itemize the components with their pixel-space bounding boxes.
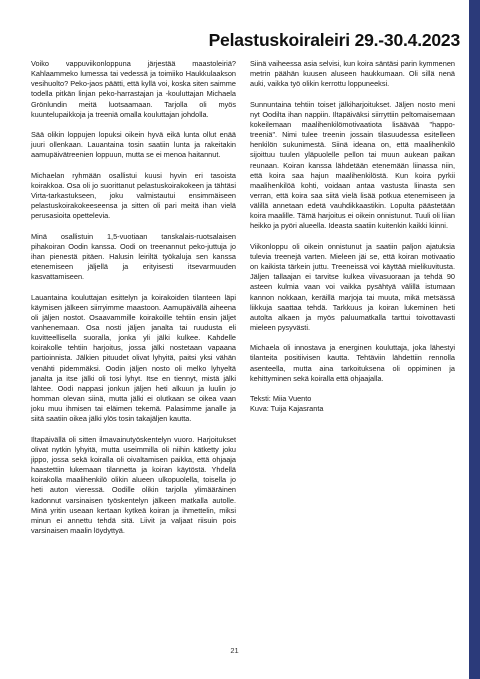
paragraph: Voiko vappuviikonloppuna järjestää maastoleiriä? Kahlaammeko lumessa tai vedessä ja toimiiko Haukkulaakson vesihuolto? Peko-jaos päätti, että kyllä voi, koska siten saimme todella pitkän linjan peko-harrastajan ja -kouluttajan Michaela Grönlundin meitä luotsaamaan. Tarjolla oli myös kuuntelupaikkoja ja treeniä omalla kouluttajan johdolla.: [31, 59, 236, 119]
paragraph: Sää olikin loppujen lopuksi oikein hyvä eikä lunta ollut enää juuri ollenkaan. Lauantaina tosin saatiin lunta ja rakeitakin aamupäivätreenien loppuun, mutta se ei menoa haitannut.: [31, 130, 236, 160]
paragraph: Minä osallistuin 1,5-vuotiaan tanskalais-ruotsalaisen pihakoiran Oodin kanssa. Oodi on treenannut peko-juttuja jo ihan pienestä pitäen. Halusin leiriltä työkaluja sen kanssa etenemiseen jäljellä ja erityisesti itsevarmuuden kasvattamiseen.: [31, 231, 236, 282]
photo-credit: Kuva: Tuija Kajasranta: [250, 404, 324, 414]
credits: [250, 394, 455, 414]
paragraph: Michaelan ryhmään osallistui kuusi hyvin eri tasoista koirakkoa. Osa oli jo suorittanut pelastuskoirakokeen ja tähtäsi Virta-tarkastukseen, joku valmistautui ensimmäiseen pelastuskoirakokeeseensa ja sitten oli pari meitä ihan vielä perusasioita opettelevia.: [31, 170, 236, 221]
page-edge-bar: [469, 0, 480, 679]
text-credit: Teksti: Miia Vuento: [250, 394, 312, 404]
paragraph: Viikonloppu oli oikein onnistunut ja saatiin paljon ajatuksia tulevia treenejä varten. Mieleen jäi se, että koiran motivaatio on kaikista tärkein juttu. Treeneissä voi käyttää mielikuvitusta. Jäljen tallaajan ei tarvitse kulkea viivasuoraan ja tehdä 90 asteen kulmia vaan voi vaikka pysähtyä välillä istumaan kannon nokkaan, keräillä marjoja tai muuta, mikä metsässä liikkuja saattaa tehdä. Tarkkuus ja koiran lukeminen heti autolta alkaen ja myös paluumatkalla tarttui toivottavasti mieleen pysyvästi.: [250, 241, 455, 333]
paragraph: Sunnuntaina tehtiin toiset jälkiharjoitukset. Jäljen nosto meni nyt Oodilta ihan nappiin. Iltapäiväksi siirryttiin peltomaisemaan kokeilemaan maalihenkilömotivaatiota lisäävää "happo-treeniä". Nimi tulee treenin jossain tilasuudessa esitelleen henkilön sukunimestä. Siinä ideana on, että maalihenkilö sijoittuu tuulen yläpuolelle pellon tai muun aukean paikan reunaan. Koiran kanssa lähdetään etenemään liinassa niin, että koira saa hajun maalihenkilöstä. Kun koira pyrkii maalihenkilöä kohti, voidaan antaa vastusta liinasta sen verran, että koira saa siitä vielä lisää potkua etenemiseen ja välillä annetaan edetä vauhdikkaastikin. Lopulta päästetään koira maalille. Tämä harjoitus ei oikein onnistunut. Tuuli oli liian heikko ja pyöri alueella. Ideasta saatiin kuitenkin kaikki kiinni.: [250, 99, 455, 231]
page-number: 21: [230, 646, 239, 655]
paragraph: Iltapäivällä oli sitten ilmavainutyöskentelyn vuoro. Harjoitukset olivat nytkin lyhyitä, mutta useimmilla oli niihin kätketty joku jippo, jossa sekä koiralla oli oivaltamisen paikka, että ohjaaja haastettiin lukemaan tilannetta ja koiran käytöstä. Yhdellä koirakolla maalihenkilö olikin alueen ulkopuolella, toisella jo heti auton vieressä. Oodille olikin tarjolla ylimääräinen kadonnut varsinaisen työskentelyn jälkeen matkalla autolle. Minä yritin useaan kertaan kytkeä koiran ja ihmettelin, miksi minun ei annettu tehdä sitä. Liivit ja valjaat riisuin pois varsinaisen maalin löydyttyä.: [31, 434, 236, 536]
paragraph: Michaela oli innostava ja energinen kouluttaja, joka lähestyi tilanteita positiivisen kautta. Tehtäviin lähdettiin rennolla asenteella, mutta aina tarkoituksena oli oppiminen ja kehittyminen sekä koiralla että ohjaajalla.: [250, 343, 455, 383]
page-title: Pelastuskoiraleiri 29.-30.4.2023: [208, 30, 460, 50]
paragraph: Siinä vaiheessa asia selvisi, kun koira säntäsi parin kymmenen metrin päähän kuusen aluseen haukkumaan. Oli sillä nenä auki, vaikka työ olikin kerrottu loppuneeksi.: [250, 59, 455, 89]
left-column: [31, 59, 236, 546]
paragraph: Lauantaina kouluttajan esittelyn ja koirakoiden tilanteen läpi käymisen jälkeen siirryimme maastoon. Aamupäivällä aiheena oli jäljen nostot. Osaavammille koirakoille tehtiin ensin jäljet vanhenemaan. Osa nosti jäljen janalta tai ruudusta eli kuvitteellisella suoralla, jonka yli jälki kulkee. Kahdelle koirakolle tehtiin harjoitus, jossa jälki nostetaan vapaana partioinnista. Jälkien pituudet olivat lyhyitä, paitsi yksi vähän venähti pidemmäksi. Oodin jäljen nosto oli melko lyhyeltä janalta ja itse jälki oli tosi lyhyt. Itse en tiennyt, mistä jälki lähtee. Oodi nappasi jonkun jäljen heti alkuun ja luulin jo homman olevan siinä, mutta jälki ei olutkaan se oikea vaan joku muu ihmisen tai eläimen tekemä. Palasimme janalle ja siitä saatiin oikea jälki ylös tosin takajäljen kautta.: [31, 292, 236, 424]
right-column: [250, 59, 455, 425]
